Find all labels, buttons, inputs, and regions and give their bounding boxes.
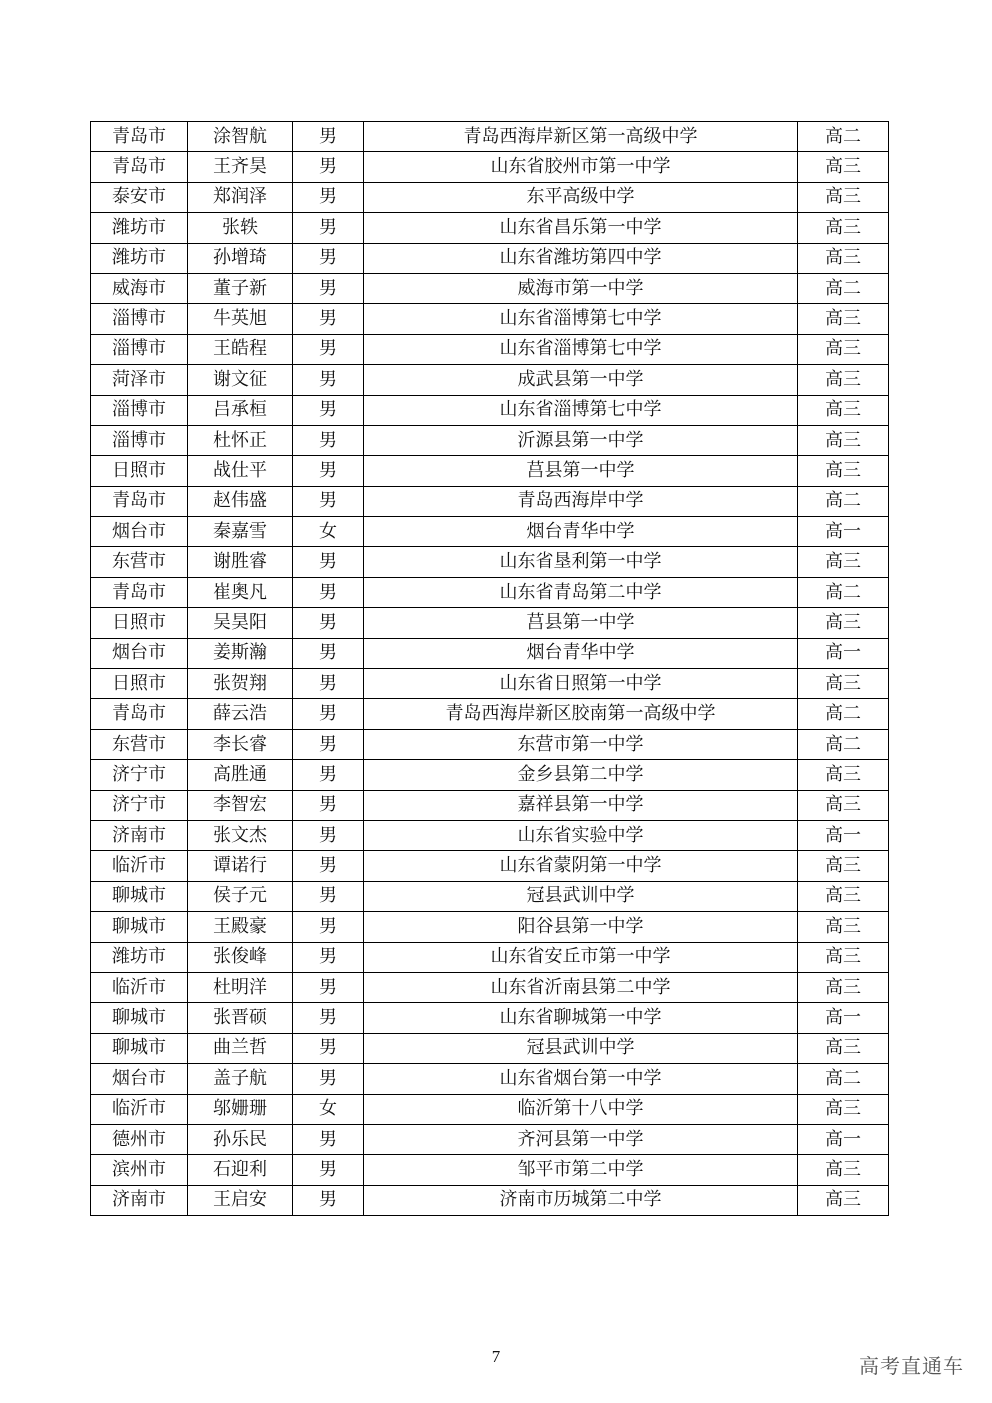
grade-cell: 高三 (798, 1094, 889, 1124)
name-cell: 杜明洋 (188, 972, 293, 1002)
city-cell: 泰安市 (91, 182, 188, 212)
school-cell: 青岛西海岸新区胶南第一高级中学 (364, 699, 798, 729)
school-cell: 山东省潍坊第四中学 (364, 243, 798, 273)
grade-cell: 高三 (798, 1155, 889, 1185)
gender-cell: 男 (293, 182, 364, 212)
grade-cell: 高三 (798, 213, 889, 243)
gender-cell: 男 (293, 334, 364, 364)
name-cell: 秦嘉雪 (188, 517, 293, 547)
table-row (91, 182, 889, 212)
name-cell: 孙乐民 (188, 1124, 293, 1154)
table-row (91, 122, 889, 152)
grade-cell: 高三 (798, 790, 889, 820)
city-cell: 淄博市 (91, 395, 188, 425)
table-row (91, 760, 889, 790)
city-cell: 东营市 (91, 729, 188, 759)
gender-cell: 男 (293, 1155, 364, 1185)
gender-cell: 男 (293, 820, 364, 850)
school-cell: 山东省聊城第一中学 (364, 1003, 798, 1033)
page-number: 7 (491, 1347, 501, 1366)
gender-cell: 男 (293, 790, 364, 820)
city-cell: 济南市 (91, 1185, 188, 1215)
city-cell: 威海市 (91, 273, 188, 303)
grade-cell: 高三 (798, 760, 889, 790)
grade-cell: 高三 (798, 425, 889, 455)
city-cell: 淄博市 (91, 304, 188, 334)
grade-cell: 高二 (798, 699, 889, 729)
gender-cell: 男 (293, 577, 364, 607)
grade-cell: 高三 (798, 881, 889, 911)
city-cell: 淄博市 (91, 334, 188, 364)
gender-cell: 男 (293, 152, 364, 182)
school-cell: 山东省日照第一中学 (364, 669, 798, 699)
name-cell: 曲兰哲 (188, 1033, 293, 1063)
table-row (91, 669, 889, 699)
student-roster-table (90, 121, 889, 1216)
grade-cell: 高三 (798, 608, 889, 638)
school-cell: 阳谷县第一中学 (364, 912, 798, 942)
grade-cell: 高三 (798, 304, 889, 334)
name-cell: 石迎利 (188, 1155, 293, 1185)
table-row (91, 152, 889, 182)
school-cell: 山东省昌乐第一中学 (364, 213, 798, 243)
school-cell: 东营市第一中学 (364, 729, 798, 759)
gender-cell: 男 (293, 942, 364, 972)
school-cell: 山东省淄博第七中学 (364, 395, 798, 425)
school-cell: 冠县武训中学 (364, 881, 798, 911)
gender-cell: 女 (293, 517, 364, 547)
name-cell: 涂智航 (188, 122, 293, 152)
table-row (91, 273, 889, 303)
grade-cell: 高三 (798, 972, 889, 1002)
gender-cell: 男 (293, 304, 364, 334)
name-cell: 吕承桓 (188, 395, 293, 425)
city-cell: 烟台市 (91, 1064, 188, 1094)
gender-cell: 男 (293, 912, 364, 942)
table-row (91, 547, 889, 577)
school-cell: 山东省淄博第七中学 (364, 304, 798, 334)
city-cell: 东营市 (91, 547, 188, 577)
grade-cell: 高二 (798, 577, 889, 607)
name-cell: 杜怀正 (188, 425, 293, 455)
name-cell: 赵伟盛 (188, 486, 293, 516)
name-cell: 李长睿 (188, 729, 293, 759)
city-cell: 潍坊市 (91, 942, 188, 972)
grade-cell: 高三 (798, 1185, 889, 1215)
name-cell: 董子新 (188, 273, 293, 303)
school-cell: 山东省青岛第二中学 (364, 577, 798, 607)
gender-cell: 男 (293, 122, 364, 152)
table-row (91, 304, 889, 334)
gender-cell: 女 (293, 1094, 364, 1124)
school-cell: 山东省淄博第七中学 (364, 334, 798, 364)
city-cell: 菏泽市 (91, 365, 188, 395)
gender-cell: 男 (293, 425, 364, 455)
gender-cell: 男 (293, 395, 364, 425)
table-row (91, 820, 889, 850)
school-cell: 青岛西海岸新区第一高级中学 (364, 122, 798, 152)
table-row (91, 1185, 889, 1215)
city-cell: 聊城市 (91, 1003, 188, 1033)
city-cell: 日照市 (91, 608, 188, 638)
name-cell: 张晋硕 (188, 1003, 293, 1033)
name-cell: 盖子航 (188, 1064, 293, 1094)
school-cell: 烟台青华中学 (364, 517, 798, 547)
grade-cell: 高三 (798, 851, 889, 881)
gender-cell: 男 (293, 608, 364, 638)
table-row (91, 456, 889, 486)
city-cell: 青岛市 (91, 699, 188, 729)
gender-cell: 男 (293, 456, 364, 486)
table-row (91, 851, 889, 881)
name-cell: 张轶 (188, 213, 293, 243)
table-row (91, 1094, 889, 1124)
grade-cell: 高一 (798, 1003, 889, 1033)
city-cell: 济南市 (91, 820, 188, 850)
table-row (91, 942, 889, 972)
school-cell: 烟台青华中学 (364, 638, 798, 668)
city-cell: 潍坊市 (91, 243, 188, 273)
city-cell: 青岛市 (91, 152, 188, 182)
table-row (91, 365, 889, 395)
grade-cell: 高三 (798, 365, 889, 395)
name-cell: 王殿豪 (188, 912, 293, 942)
grade-cell: 高二 (798, 729, 889, 759)
gender-cell: 男 (293, 760, 364, 790)
grade-cell: 高三 (798, 182, 889, 212)
school-cell: 山东省垦利第一中学 (364, 547, 798, 577)
table-row (91, 1155, 889, 1185)
school-cell: 金乡县第二中学 (364, 760, 798, 790)
school-cell: 山东省蒙阴第一中学 (364, 851, 798, 881)
grade-cell: 高三 (798, 669, 889, 699)
table-row (91, 213, 889, 243)
table-row (91, 790, 889, 820)
watermark-text: 高考直通车 (859, 1354, 964, 1378)
school-cell: 青岛西海岸中学 (364, 486, 798, 516)
school-cell: 邹平市第二中学 (364, 1155, 798, 1185)
gender-cell: 男 (293, 1124, 364, 1154)
school-cell: 东平高级中学 (364, 182, 798, 212)
grade-cell: 高一 (798, 638, 889, 668)
gender-cell: 男 (293, 1064, 364, 1094)
city-cell: 济宁市 (91, 760, 188, 790)
table-row (91, 1003, 889, 1033)
city-cell: 临沂市 (91, 851, 188, 881)
table-row (91, 972, 889, 1002)
grade-cell: 高二 (798, 486, 889, 516)
grade-cell: 高二 (798, 1064, 889, 1094)
table-row (91, 1064, 889, 1094)
name-cell: 张俊峰 (188, 942, 293, 972)
grade-cell: 高三 (798, 1033, 889, 1063)
school-cell: 山东省安丘市第一中学 (364, 942, 798, 972)
city-cell: 日照市 (91, 456, 188, 486)
name-cell: 张文杰 (188, 820, 293, 850)
school-cell: 莒县第一中学 (364, 608, 798, 638)
gender-cell: 男 (293, 881, 364, 911)
city-cell: 淄博市 (91, 425, 188, 455)
table-row (91, 395, 889, 425)
city-cell: 聊城市 (91, 881, 188, 911)
grade-cell: 高三 (798, 395, 889, 425)
gender-cell: 男 (293, 972, 364, 1002)
table-row (91, 243, 889, 273)
school-cell: 临沂第十八中学 (364, 1094, 798, 1124)
table-row (91, 638, 889, 668)
school-cell: 山东省沂南县第二中学 (364, 972, 798, 1002)
roster-body (91, 122, 889, 1216)
table-row (91, 608, 889, 638)
grade-cell: 高三 (798, 456, 889, 486)
name-cell: 王启安 (188, 1185, 293, 1215)
gender-cell: 男 (293, 273, 364, 303)
gender-cell: 男 (293, 1003, 364, 1033)
table-row (91, 334, 889, 364)
city-cell: 聊城市 (91, 1033, 188, 1063)
grade-cell: 高一 (798, 820, 889, 850)
grade-cell: 高二 (798, 122, 889, 152)
gender-cell: 男 (293, 486, 364, 516)
name-cell: 薛云浩 (188, 699, 293, 729)
city-cell: 临沂市 (91, 1094, 188, 1124)
city-cell: 日照市 (91, 669, 188, 699)
grade-cell: 高一 (798, 517, 889, 547)
gender-cell: 男 (293, 729, 364, 759)
table-row (91, 699, 889, 729)
name-cell: 战仕平 (188, 456, 293, 486)
name-cell: 邬姗珊 (188, 1094, 293, 1124)
city-cell: 青岛市 (91, 122, 188, 152)
city-cell: 临沂市 (91, 972, 188, 1002)
gender-cell: 男 (293, 638, 364, 668)
gender-cell: 男 (293, 669, 364, 699)
grade-cell: 高三 (798, 547, 889, 577)
school-cell: 山东省实验中学 (364, 820, 798, 850)
city-cell: 济宁市 (91, 790, 188, 820)
table-row (91, 1033, 889, 1063)
name-cell: 侯子元 (188, 881, 293, 911)
school-cell: 山东省烟台第一中学 (364, 1064, 798, 1094)
name-cell: 吴昊阳 (188, 608, 293, 638)
name-cell: 崔奥凡 (188, 577, 293, 607)
grade-cell: 高三 (798, 912, 889, 942)
city-cell: 烟台市 (91, 517, 188, 547)
city-cell: 烟台市 (91, 638, 188, 668)
grade-cell: 高二 (798, 273, 889, 303)
school-cell: 齐河县第一中学 (364, 1124, 798, 1154)
name-cell: 谢文征 (188, 365, 293, 395)
name-cell: 孙增琦 (188, 243, 293, 273)
name-cell: 牛英旭 (188, 304, 293, 334)
city-cell: 聊城市 (91, 912, 188, 942)
grade-cell: 高三 (798, 334, 889, 364)
table-row (91, 1124, 889, 1154)
name-cell: 王皓程 (188, 334, 293, 364)
city-cell: 青岛市 (91, 486, 188, 516)
table-row (91, 881, 889, 911)
name-cell: 谭诺行 (188, 851, 293, 881)
grade-cell: 高一 (798, 1124, 889, 1154)
school-cell: 济南市历城第二中学 (364, 1185, 798, 1215)
table-row (91, 517, 889, 547)
city-cell: 青岛市 (91, 577, 188, 607)
name-cell: 郑润泽 (188, 182, 293, 212)
name-cell: 高胜通 (188, 760, 293, 790)
school-cell: 嘉祥县第一中学 (364, 790, 798, 820)
gender-cell: 男 (293, 851, 364, 881)
school-cell: 冠县武训中学 (364, 1033, 798, 1063)
table-row (91, 729, 889, 759)
school-cell: 山东省胶州市第一中学 (364, 152, 798, 182)
city-cell: 滨州市 (91, 1155, 188, 1185)
grade-cell: 高三 (798, 942, 889, 972)
grade-cell: 高三 (798, 152, 889, 182)
name-cell: 李智宏 (188, 790, 293, 820)
gender-cell: 男 (293, 547, 364, 577)
gender-cell: 男 (293, 365, 364, 395)
name-cell: 王齐昊 (188, 152, 293, 182)
gender-cell: 男 (293, 1033, 364, 1063)
name-cell: 姜斯瀚 (188, 638, 293, 668)
grade-cell: 高三 (798, 243, 889, 273)
gender-cell: 男 (293, 213, 364, 243)
table-row (91, 912, 889, 942)
table-row (91, 577, 889, 607)
school-cell: 沂源县第一中学 (364, 425, 798, 455)
city-cell: 德州市 (91, 1124, 188, 1154)
name-cell: 张贺翔 (188, 669, 293, 699)
school-cell: 威海市第一中学 (364, 273, 798, 303)
table-row (91, 486, 889, 516)
city-cell: 潍坊市 (91, 213, 188, 243)
gender-cell: 男 (293, 1185, 364, 1215)
school-cell: 成武县第一中学 (364, 365, 798, 395)
name-cell: 谢胜睿 (188, 547, 293, 577)
table-row (91, 425, 889, 455)
gender-cell: 男 (293, 243, 364, 273)
school-cell: 莒县第一中学 (364, 456, 798, 486)
gender-cell: 男 (293, 699, 364, 729)
